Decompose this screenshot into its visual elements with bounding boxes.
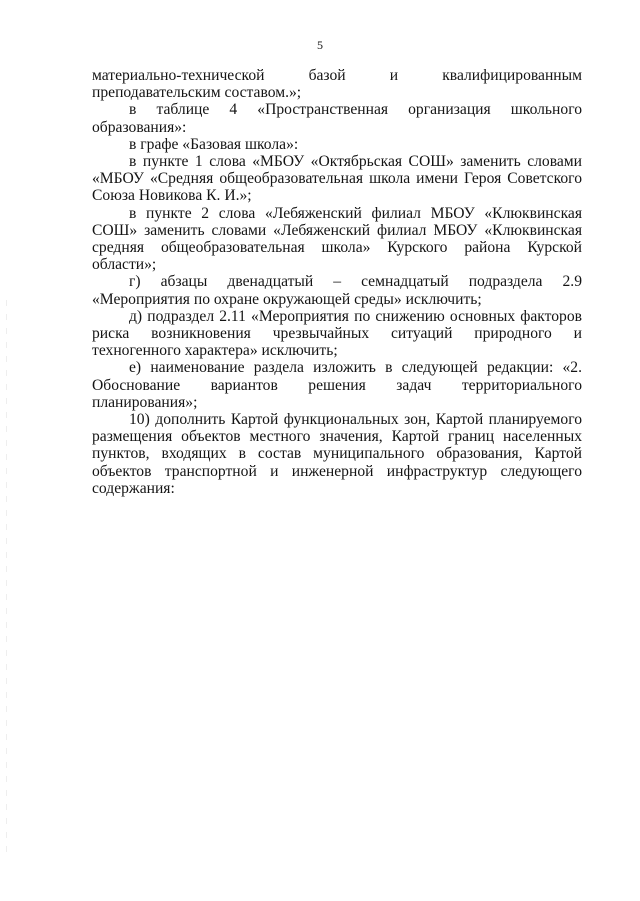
paragraph-item-g: г) абзацы двенадцатый – семнадцатый подраздела 2.9 «Мероприятия по охране окружающей среды» исключить; <box>92 273 582 308</box>
paragraph-table-4: в таблице 4 «Пространственная организация школьного образования»: <box>92 101 582 136</box>
paragraph-item-d: д) подраздел 2.11 «Мероприятия по снижению основных факторов риска возникновения чрезвычайных ситуаций природного и техногенного характера» исключить; <box>92 307 582 360</box>
scan-edge-artifact <box>6 300 7 860</box>
paragraph-item-10: 10) дополнить Картой функциональных зон, Картой планируемого размещения объектов местного значения, Картой границ населенных пунктов, входящих в состав муниципального образования, Картой объектов транспортной и инженерной инфраструктур следующего содержания: <box>92 411 582 497</box>
page-number: 5 <box>317 38 323 52</box>
paragraph-item-1: в пункте 1 слова «МБОУ «Октябрьская СОШ» заменить словами «МБОУ «Средняя общеобразовательная школа имени Героя Советского Союза Новикова К. И.»; <box>92 153 582 205</box>
paragraph-continuation: материально-технической базой и квалифицированным преподавательским составом.»; <box>92 67 582 102</box>
paragraph-item-2: в пункте 2 слова «Лебяженский филиал МБОУ «Клюквинская СОШ» заменить словами «Лебяженский филиал МБОУ «Клюквинская средняя общеобразовательная школа» Курского района Курской области»; <box>92 204 582 274</box>
paragraph-item-e: е) наименование раздела изложить в следующей редакции: «2. Обоснование вариантов решения задач территориального планирования»; <box>92 359 582 411</box>
document-body <box>92 67 582 497</box>
paragraph-base-school-column: в графе «Базовая школа»: <box>129 135 299 153</box>
